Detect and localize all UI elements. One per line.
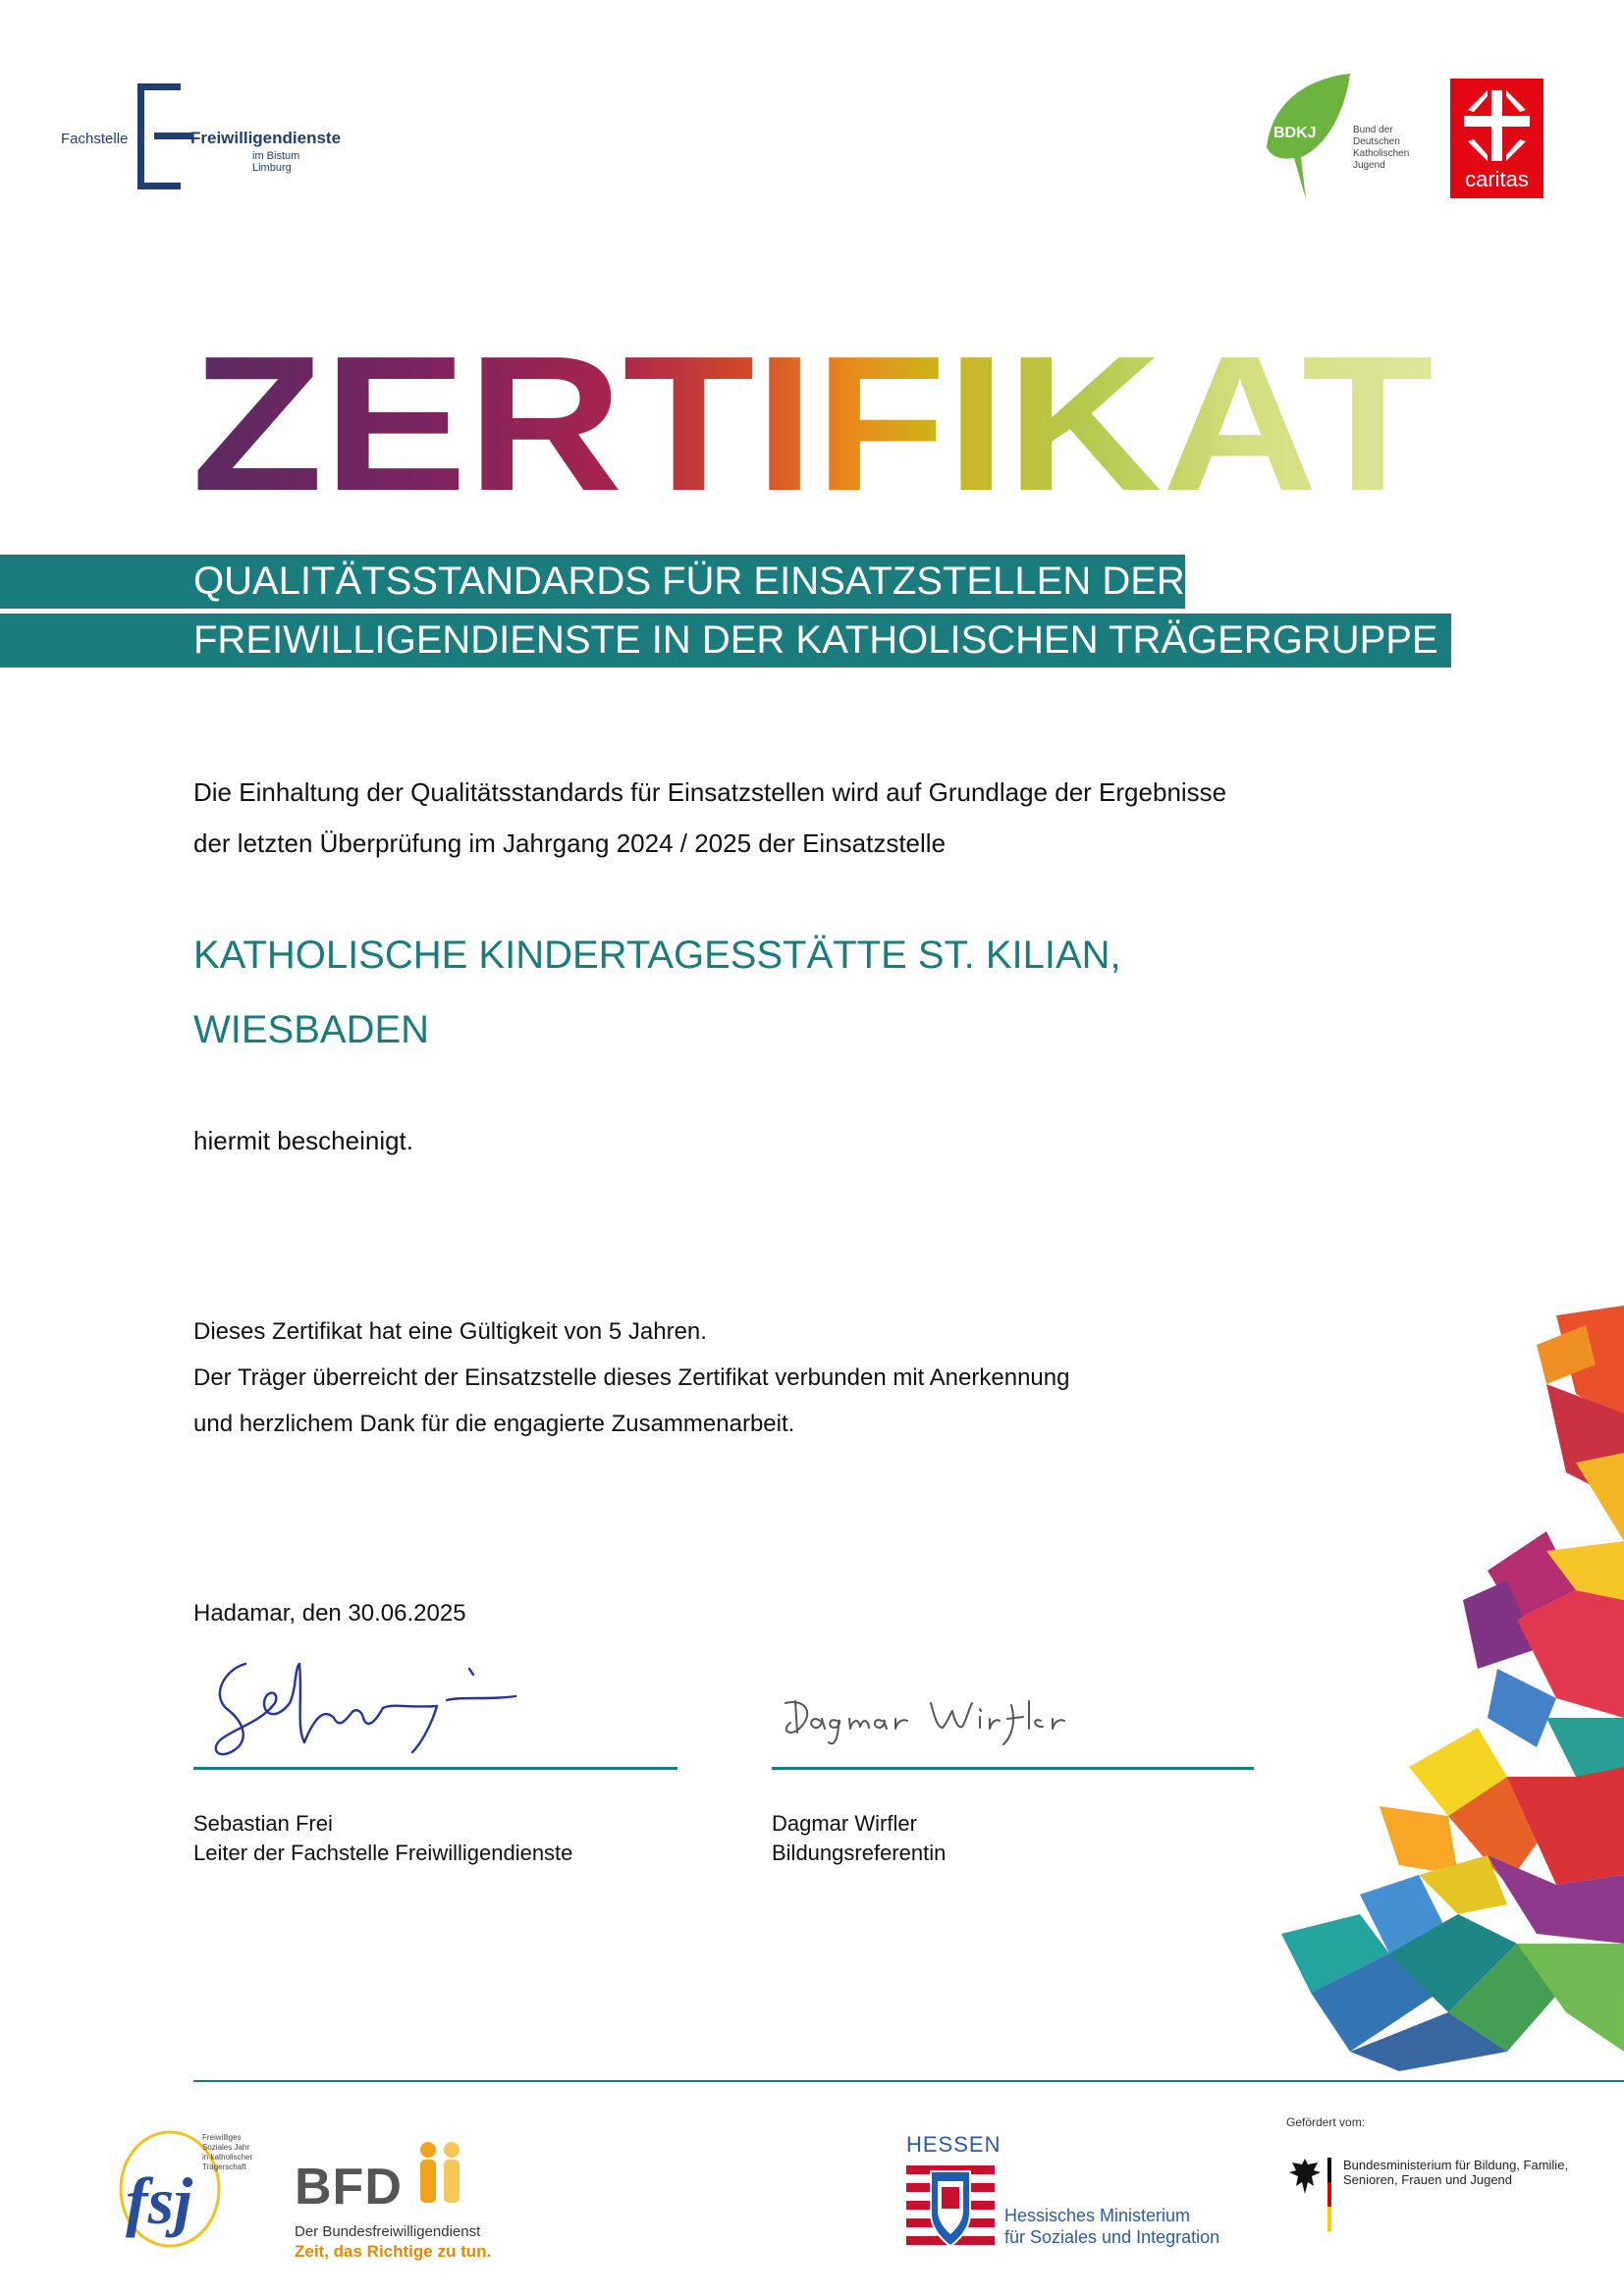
bdkj-logo (1267, 74, 1434, 201)
german-flag-bar-icon (1327, 2158, 1331, 2231)
fsj-logo (116, 2125, 253, 2253)
hessen-line-2: für Soziales und Integration (1004, 2227, 1220, 2247)
hessen-line-1: Hessisches Ministerium (1004, 2206, 1191, 2225)
hessen-label: HESSEN (906, 2132, 1001, 2157)
signatory-1-role: Leiter der Fachstelle Freiwilligendienste (193, 1841, 573, 1865)
signatory-1-name: Sebastian Frei (193, 1811, 333, 1836)
intro-line-2: der letzten Überprüfung im Jahrgang 2024 / 2025 der Einsatzstelle (193, 828, 947, 858)
subtitle-band-2: FREIWILLIGENDIENSTE IN DER KATHOLISCHEN TRÄGERGRUPPE (0, 614, 1451, 667)
signatory-2-role: Bildungsreferentin (772, 1841, 947, 1865)
bfd-label: BFD (295, 2159, 403, 2216)
hessen-coat-of-arms-icon (906, 2160, 995, 2258)
bdkj-label: BDKJ (1273, 125, 1317, 141)
subtitle-band-1: QUALITÄTSSTANDARDS FÜR EINSATZSTELLEN DER (0, 555, 1185, 609)
certificate-title (191, 348, 1434, 496)
fsj-line-3: in katholischer (202, 2153, 253, 2162)
institution-line-2: WIESBADEN (193, 1008, 430, 1051)
signature-line-2 (772, 1767, 1254, 1770)
certified-text: hiermit bescheinigt. (193, 1126, 413, 1155)
svg-text:fsj: fsj (126, 2163, 192, 2238)
colorful-hands-illustration (1252, 1306, 1624, 2071)
bundesministerium-logo (1286, 2115, 1581, 2253)
caritas-logo (1450, 79, 1543, 198)
institution-line-1: KATHOLISCHE KINDERTAGESSTÄTTE ST. KILIAN, (193, 934, 1121, 977)
validity-line-3: und herzlichem Dank für die engagierte Zusammenarbeit. (193, 1411, 795, 1437)
federal-eagle-icon (1288, 2157, 1322, 2196)
logo-word-bistum: im Bistum Limburg (252, 150, 300, 174)
fachstelle-logo (61, 83, 342, 191)
fsj-line-4: Trägerschaft (202, 2163, 246, 2171)
validity-line-1: Dieses Zertifikat hat eine Gültigkeit von 5 Jahren. (193, 1318, 707, 1345)
bfd-line-1: Der Bundesfreiwilligendienst (295, 2223, 481, 2240)
bundesministerium-text: Bundesministerium für Bildung, Familie, Senioren, Frauen und Jugend (1343, 2158, 1569, 2187)
bdkj-subtitle: Bund der Deutschen Katholischen Jugend (1353, 125, 1410, 171)
signatory-2-name: Dagmar Wirfler (772, 1811, 917, 1836)
bfd-logo (295, 2140, 530, 2261)
institution-name (193, 918, 1323, 1067)
signatory-2 (772, 1809, 946, 1868)
bfd-line-2: Zeit, das Richtige zu tun. (295, 2242, 492, 2261)
bfd-figures-icon (410, 2140, 469, 2209)
logo-word-freiwilligendienste: Freiwilligendienste (190, 129, 342, 147)
caritas-cross-icon (1460, 86, 1534, 165)
signature-dagmar-wirfler (776, 1683, 1070, 1762)
hessen-logo (906, 2132, 1240, 2260)
logo-word-fachstelle: Fachstelle (61, 131, 129, 147)
gefoerdert-label: Gefördert vom: (1286, 2115, 1366, 2129)
fsj-caption (202, 2133, 261, 2172)
place-date: Hadamar, den 30.06.2025 (193, 1600, 466, 1627)
title-text: ZERTIFIKAT (191, 348, 1434, 496)
signature-line-1 (193, 1767, 677, 1770)
signatory-1 (193, 1809, 572, 1868)
caritas-label: caritas (1465, 167, 1529, 191)
fsj-line-1: Freiwilliges (202, 2133, 242, 2142)
signature-sebastian-frei (206, 1649, 520, 1762)
validity-line-2: Der Träger überreicht der Einsatzstelle dieses Zertifikat verbunden mit Anerkennung (193, 1364, 1070, 1391)
bracket-bar (154, 133, 193, 139)
fsj-line-2: Soziales Jahr (202, 2143, 250, 2152)
intro-line-1: Die Einhaltung der Qualitätsstandards für Einsatzstellen wird auf Grundlage der Ergebnisse (193, 777, 1227, 807)
footer-divider (193, 2080, 1624, 2082)
